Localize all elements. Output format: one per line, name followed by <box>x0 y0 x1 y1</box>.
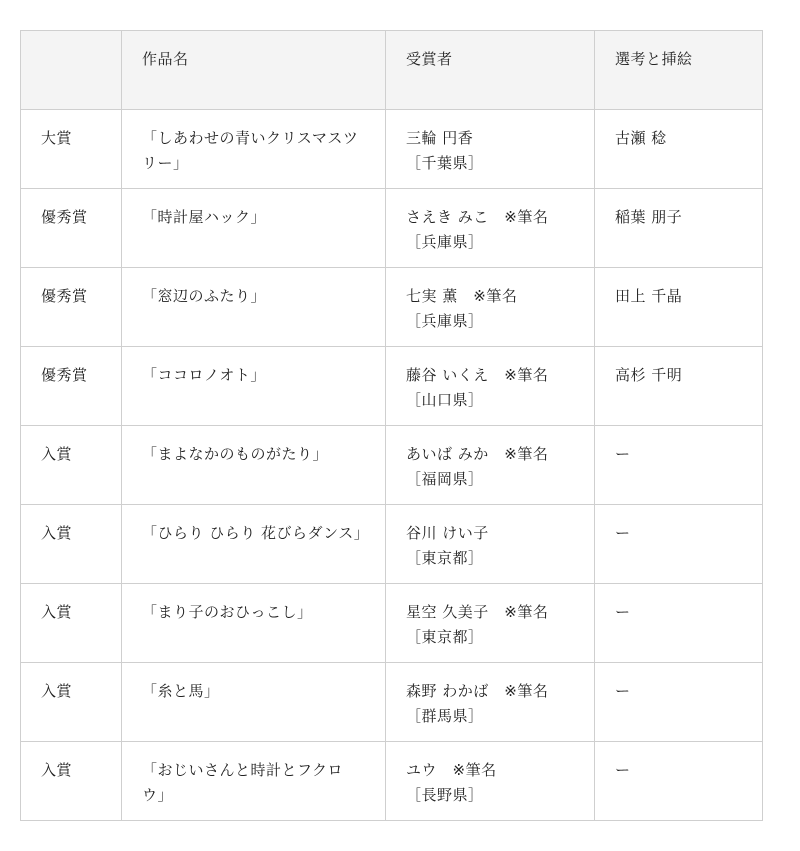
header-award <box>21 31 122 110</box>
winner-name: さえき みこ ※筆名 <box>406 208 549 226</box>
title-cell: 「ひらり ひらり 花びらダンス」 <box>122 505 386 584</box>
winner-name: 谷川 けい子 <box>406 524 489 542</box>
winner-cell <box>386 584 595 663</box>
table-row <box>21 663 763 742</box>
table-row <box>21 505 763 584</box>
title-cell: 「まよなかのものがたり」 <box>122 426 386 505</box>
illustrator-cell: ー <box>595 584 763 663</box>
table-row <box>21 347 763 426</box>
award-cell: 優秀賞 <box>21 268 122 347</box>
winner-cell <box>386 110 595 189</box>
winner-cell <box>386 347 595 426</box>
winner-name: 藤谷 いくえ ※筆名 <box>406 366 549 384</box>
awards-table <box>20 30 763 821</box>
header-row <box>21 31 763 110</box>
title-cell: 「窓辺のふたり」 <box>122 268 386 347</box>
illustrator-cell: ー <box>595 426 763 505</box>
table-row <box>21 110 763 189</box>
winner-prefecture: ［東京都］ <box>406 549 484 567</box>
winner-prefecture: ［兵庫県］ <box>406 312 484 330</box>
header-title: 作品名 <box>122 31 386 110</box>
winner-prefecture: ［山口県］ <box>406 391 484 409</box>
table-row <box>21 742 763 821</box>
title-cell: 「ココロノオト」 <box>122 347 386 426</box>
winner-cell <box>386 268 595 347</box>
title-cell: 「時計屋ハック」 <box>122 189 386 268</box>
table-row <box>21 426 763 505</box>
winner-prefecture: ［千葉県］ <box>406 154 484 172</box>
header-illustrator: 選考と挿絵 <box>595 31 763 110</box>
award-cell: 入賞 <box>21 584 122 663</box>
table-row <box>21 268 763 347</box>
illustrator-cell: ー <box>595 505 763 584</box>
illustrator-cell: ー <box>595 663 763 742</box>
title-cell: 「おじいさんと時計とフクロウ」 <box>122 742 386 821</box>
winner-name: 三輪 円香 <box>406 129 474 147</box>
winner-name: ユウ ※筆名 <box>406 761 497 779</box>
award-cell: 大賞 <box>21 110 122 189</box>
winner-name: 星空 久美子 ※筆名 <box>406 603 549 621</box>
winner-cell <box>386 426 595 505</box>
illustrator-cell: 田上 千晶 <box>595 268 763 347</box>
winner-name: 七実 薫 ※筆名 <box>406 287 518 305</box>
illustrator-cell: 稲葉 朋子 <box>595 189 763 268</box>
winner-cell <box>386 742 595 821</box>
header-winner: 受賞者 <box>386 31 595 110</box>
winner-prefecture: ［東京都］ <box>406 628 484 646</box>
award-cell: 入賞 <box>21 426 122 505</box>
table-row <box>21 189 763 268</box>
table-body <box>21 110 763 821</box>
table-row <box>21 584 763 663</box>
winner-name: あいば みか ※筆名 <box>406 445 549 463</box>
winner-cell <box>386 663 595 742</box>
illustrator-cell: ー <box>595 742 763 821</box>
winner-prefecture: ［群馬県］ <box>406 707 484 725</box>
winner-cell <box>386 505 595 584</box>
winner-cell <box>386 189 595 268</box>
title-cell: 「しあわせの青いクリスマスツリー」 <box>122 110 386 189</box>
table-header <box>21 31 763 110</box>
award-cell: 入賞 <box>21 742 122 821</box>
winner-prefecture: ［長野県］ <box>406 786 484 804</box>
award-cell: 入賞 <box>21 663 122 742</box>
illustrator-cell: 高杉 千明 <box>595 347 763 426</box>
award-cell: 優秀賞 <box>21 347 122 426</box>
winner-prefecture: ［兵庫県］ <box>406 233 484 251</box>
winner-name: 森野 わかば ※筆名 <box>406 682 549 700</box>
winner-prefecture: ［福岡県］ <box>406 470 484 488</box>
title-cell: 「糸と馬」 <box>122 663 386 742</box>
award-cell: 優秀賞 <box>21 189 122 268</box>
illustrator-cell: 古瀬 稔 <box>595 110 763 189</box>
title-cell: 「まり子のおひっこし」 <box>122 584 386 663</box>
award-cell: 入賞 <box>21 505 122 584</box>
